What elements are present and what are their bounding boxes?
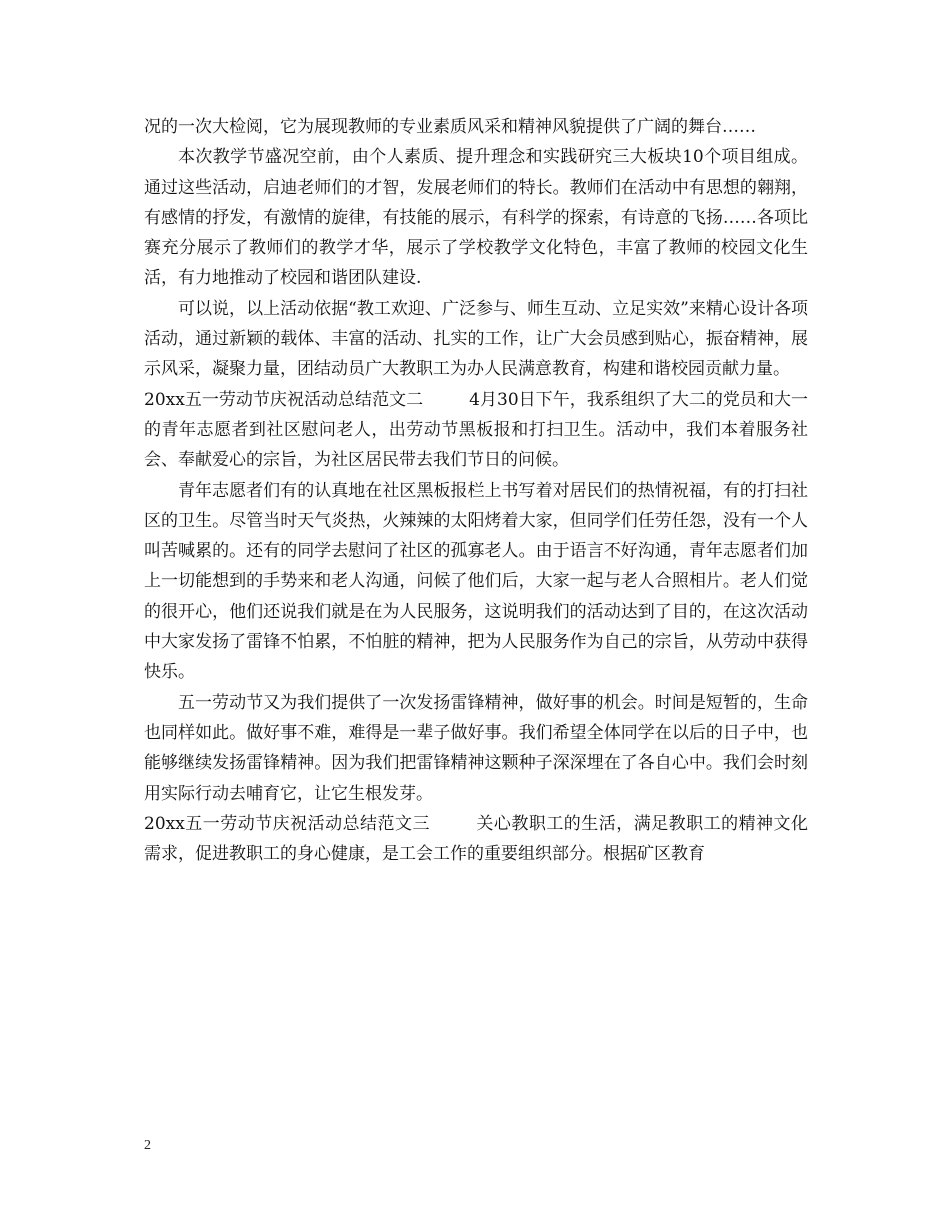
paragraph-summary: 可以说，以上活动依据“教工欢迎、广泛参与、师生互动、立足实效”来精心设计各项活动，通过新颖的载体、丰富的活动、扎实的工作，让广大会员感到贴心，振奋精神，展示风采，凝聚力量，团结动员广大教职工为办人民满意教育，构建和谐校园贡献力量。 [144, 298, 808, 380]
section-three [144, 809, 808, 870]
section-three-text: 关心教职工的生活，满足教职工的精神文化需求，促进教职工的身心健康，是工会工作的重要组织部分。根据矿区教育 [144, 813, 808, 865]
paragraph-volunteers: 青年志愿者们有的认真地在社区黑板报栏上书写着对居民们的热情祝福，有的打扫社区的卫生。尽管当时天气炎热，火辣辣的太阳烤着大家，但同学们任劳任怨，没有一个人叫苦喊累的。还有的同学去慰问了社区的孤寡老人。由于语言不好沟通，青年志愿者们加上一切能想到的手势来和老人沟通，问候了他们后，大家一起与老人合照相片。老人们觉的很开心，他们还说我们就是在为人民服务，这说明我们的活动达到了目的，在这次活动中大家发扬了雷锋不怕累，不怕脏的精神，把为人民服务作为自己的宗旨，从劳动中获得快乐。 [144, 480, 808, 683]
document-body [144, 112, 808, 869]
section-two [144, 385, 808, 476]
section-two-title: 20xx五一劳动节庆祝活动总结范文二 [144, 389, 424, 410]
paragraph-lei-feng: 五一劳动节又为我们提供了一次发扬雷锋精神，做好事的机会。时间是短暂的，生命也同样如此。做好事不难，难得是一辈子做好事。我们希望全体同学在以后的日子中，也能够继续发扬雷锋精神。因为我们把雷锋精神这颗种子深深埋在了各自心中。我们会时刻用实际行动去哺育它，让它生根发芽。 [144, 692, 808, 804]
section-three-title: 20xx五一劳动节庆祝活动总结范文三 [144, 813, 430, 834]
paragraph-teaching-festival: 本次教学节盛况空前，由个人素质、提升理念和实践研究三大板块10个项目组成。通过这些活动，启迪老师们的才智，发展老师们的特长。教师们在活动中有思想的翱翔，有感情的抒发，有激情的旋律，有技能的展示，有科学的探索，有诗意的飞扬……各项比赛充分展示了教师们的教学才华，展示了学校教学文化特色，丰富了教师的校园文化生活，有力地推动了校园和谐团队建设. [144, 147, 808, 289]
section-two-text: 4月30日下午，我系组织了大二的党员和大一的青年志愿者到社区慰问老人，出劳动节黑板报和打扫卫生。活动中，我们本着服务社会、奉献爱心的宗旨，为社区居民带去我们节日的问候。 [144, 389, 808, 471]
paragraph-continuation: 况的一次大检阅，它为展现教师的专业素质风采和精神风貌提供了广阔的舞台…… [144, 117, 756, 137]
page-number: 2 [144, 1138, 151, 1153]
